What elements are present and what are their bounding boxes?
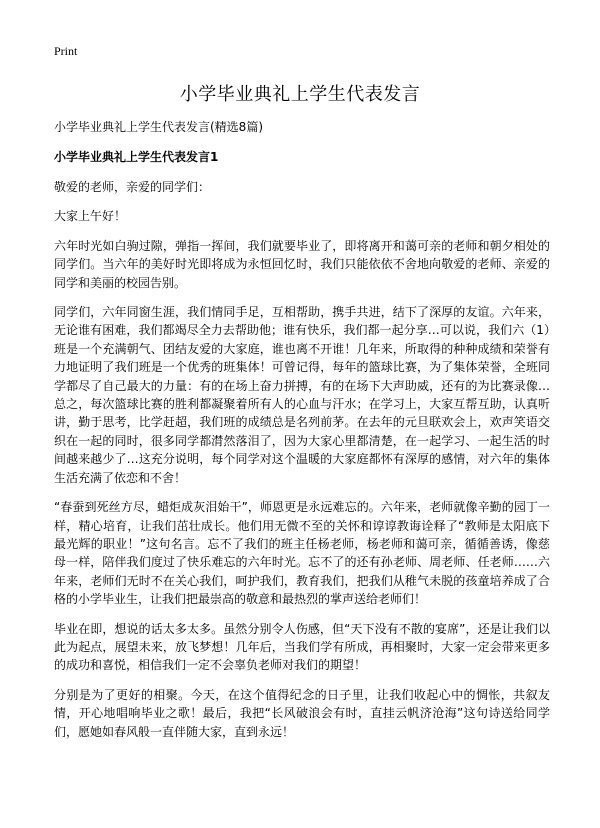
article-body xyxy=(54,118,550,752)
section-heading: 小学毕业典礼上学生代表发言1 xyxy=(54,150,219,164)
print-link[interactable]: Print xyxy=(54,44,78,58)
article-subtitle: 小学毕业典礼上学生代表发言(精选8篇) xyxy=(54,120,263,134)
paragraph: 分别是为了更好的相聚。今天，在这个值得纪念的日子里，让我们收起心中的惆怅，共叙友情，开心地唱响毕业之歌！最后，我把“长风破浪会有时，直挂云帆济沧海”这句诗送给同学们，愿她如春风般一直伴随大家，直到永远！ xyxy=(54,687,550,739)
paragraph: “春蚕到死丝方尽，蜡炬成灰泪始干”，师恩更是永远难忘的。六年来，老师就像辛勤的园丁一样，精心培育，让我们茁壮成长。他们用无微不至的关怀和谆谆教诲诠释了“教师是太阳底下最光辉的职业！”这句名言。忘不了我们的班主任杨老师，杨老师和蔼可亲，循循善诱，像慈母一样，陪伴我们度过了快乐难忘的六年时光。忘不了的还有孙老师、周老师、任老师……六年来，老师们无时不在关心我们，呵护我们，教育我们，把我们从稚气未脱的孩童培养成了合格的小学毕业生，让我们把最崇高的敬意和最热烈的掌声送给老师们！ xyxy=(54,500,550,607)
paragraph: 六年时光如白驹过隙，弹指一挥间，我们就要毕业了，即将离开和蔼可亲的老师和朝夕相处的同学们。当六年的美好时光即将成为永恒回忆时，我们只能依依不舍地向敬爱的老师、亲爱的同学和美丽的校园告别。 xyxy=(54,238,550,290)
paragraph: 毕业在即，想说的话太多太多。虽然分别令人伤感，但“天下没有不散的宴席”，还是让我们以此为起点，展望未来，放飞梦想！几年后，当我们学有所成，再相聚时，大家一定会带来更多的成功和喜悦，相信我们一定不会辜负老师对我们的期望！ xyxy=(54,621,550,673)
greeting: 大家上午好！ xyxy=(54,209,127,224)
page-title: 小学毕业典礼上学生代表发言 xyxy=(179,84,421,105)
salutation: 敬爱的老师，亲爱的同学们： xyxy=(54,180,211,194)
paragraph: 同学们，六年同窗生涯，我们情同手足，互相帮助，携手共进，结下了深厚的友谊。六年来，无论谁有困难，我们都竭尽全力去帮助他；谁有快乐，我们都一起分享…可以说，我们六（1）班是一个充满朝气、团结友爱的大家庭，谁也离不开谁！几年来，所取得的种种成绩和荣誉有力地证明了我们班是一个优秀的班集体！可曾记得，每年的篮球比赛，为了集体荣誉，全班同学都尽了自己最大的力量：有的在场上奋力拼搏，有的在场下大声助威，还有的为比赛录像…总之，每次篮球比赛的胜利都凝聚着所有人的心血与汗水；在学习上，大家互帮互助，认真听讲，勤于思考，比学赶超，我们班的成绩总是名列前茅。在去年的元旦联欢会上，欢声笑语交织在一起的同时，很多同学都潸然落泪了，因为大家心里都清楚，在一起学习、一起生活的时间越来越少了…这充分说明，每个同学对这个温暖的大家庭都怀有深厚的感情，对六年的集体生活充满了依恋和不舍！ xyxy=(54,305,550,485)
